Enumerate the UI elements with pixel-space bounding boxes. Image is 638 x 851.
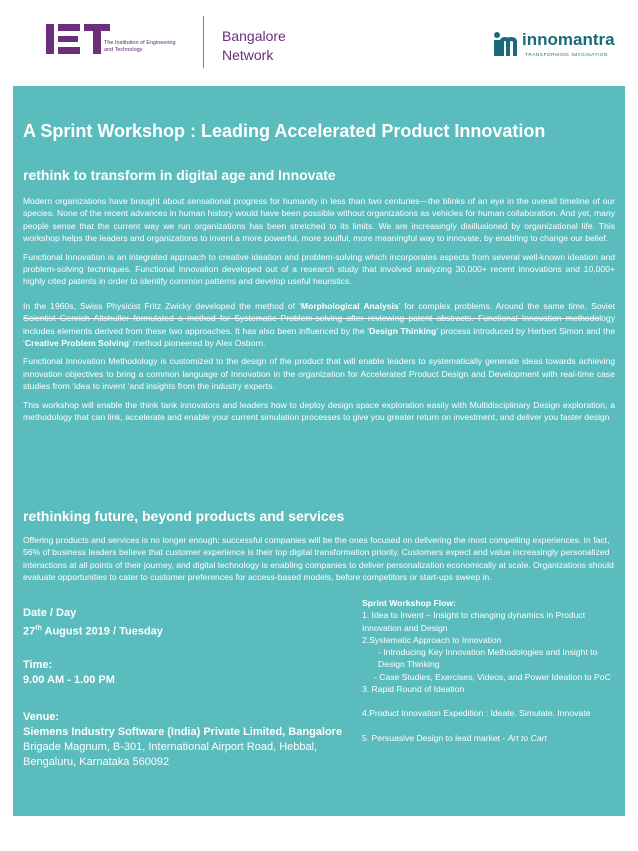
flow-item: 2.Systematic Approach to Innovation xyxy=(362,634,502,645)
innomantra-logo-icon xyxy=(493,31,519,57)
date-value xyxy=(23,621,353,640)
section-rethink xyxy=(23,166,615,184)
text: ’ process introduced by Herbert Simon and the ‘ xyxy=(23,325,616,349)
workshop-flow xyxy=(362,597,612,744)
text: 5. Persuasive Design to lead market - xyxy=(362,732,508,743)
time-label: Time: xyxy=(23,658,53,671)
flow-subitem: - Introducing Key Innovation Methodologies and Insight to Design Thinking xyxy=(378,647,598,670)
text: logy includes elements derived from these two approaches. It has also been influenced by the ‘ xyxy=(23,313,615,336)
partner-tagline: TRANSFORMING IMAGINATION xyxy=(525,52,608,57)
time-value: 9.00 AM - 1.00 PM xyxy=(23,673,115,686)
struck-text: Scientist Genrich Altshuller formulated a method for Systematic Problem-solving after reviewing patent abstracts. Functional Innovation methodo xyxy=(23,313,600,324)
date-label: Date / Day xyxy=(23,607,77,619)
text: In the 1960s, Swiss Physicist Fritz Zwicky developed the method of ‘ xyxy=(23,300,301,311)
page-title: A Sprint Workshop : Leading Accelerated Product Innovation xyxy=(23,121,546,141)
section1-body xyxy=(23,195,615,424)
venue-name: Siemens Industry Software (India) Private Limited, Bangalore xyxy=(23,725,343,738)
section-heading: rethinking future, beyond products and services xyxy=(23,508,345,524)
paragraph: This workshop will enable the think tank innovators and leaders how to deploy design space exploration easily with Multidisciplinary Design exploration, a methodology that can link, accelerate and enable your current simulation processes to give you greater return on investment, and deliver you faster design xyxy=(23,399,615,423)
section-future xyxy=(23,507,615,525)
venue-label: Venue: xyxy=(23,710,60,723)
paragraph: Offering products and services is no longer enough: successful companies will be the ones focused on delivering the most compelling experiences. In fact, 56% of business leaders believe that customer experience is their top digital transformation priority. Customers expect and value increasingly personalized interactions at all points of their journey, and digital technology is enabling companies to deliver personalization economically at scale. Organizations should evaluate opportunities to cater to customer preferences for access-based models, before competitors or start-ups sweep in. xyxy=(23,535,614,583)
date-day: 27 xyxy=(23,625,36,638)
text: ’ for complex problems. Around the same time, Soviet xyxy=(398,300,615,311)
header-divider xyxy=(203,16,204,68)
header xyxy=(0,0,638,86)
paragraph: Functional Innovation Methodology is customized to the design of the product that will enable leaders to systematically generate ideas towards achieving innovation objectives to bring a common language of Innovation in the organization for Accelerated Product Design and Development with real-time case studies from ‘idea to invent ‘and insights from the industry experts. xyxy=(23,356,615,392)
bold-text: Morphological Analysis xyxy=(300,300,399,311)
flow-item xyxy=(362,732,612,744)
flow-item: 1. Idea to Invent – Insight to changing dynamics in Product Innovation and Design xyxy=(362,610,586,633)
italic-text: Art to Cart xyxy=(507,732,547,743)
venue-address: Brigade Magnum, B-301, International Airport Road, Hebbal, Bengaluru, Karnataka 560092 xyxy=(23,740,318,768)
bold-text: Creative Problem Solving xyxy=(24,338,130,349)
section-heading: rethink to transform in digital age and Innovate xyxy=(23,167,336,183)
event-details xyxy=(23,606,353,770)
flow-subitem: - Case Studies, Exercises, Videos, and Power Ideation to PoC xyxy=(374,671,611,682)
flow-item: 4.Product Innovation Expedition : Ideate. Simulate. Innovate xyxy=(362,708,591,719)
date-suffix: th xyxy=(35,625,42,632)
iet-org-name: The Institution of Engineering and Technology xyxy=(104,40,176,53)
title-block xyxy=(23,120,615,142)
network-name: Bangalore Network xyxy=(222,28,286,63)
flow-item: 3. Rapid Round of Ideation xyxy=(362,684,465,695)
flow-heading: Sprint Workshop Flow: xyxy=(362,598,456,608)
section2-body xyxy=(23,534,615,584)
bold-text: Design Thinking xyxy=(369,325,437,336)
paragraph: Modern organizations have brought about sensational progress for humanity in less than two centuries—the blinks of an eye in the overall timeline of our species. None of the recent advances in human history would have been possible without organizations as vehicles for human collaboration. And yet, many people sense that the current way we run organizations has been stretched to its limits. We are increasingly disillusioned by organizational life. This workshop helps the leaders and organizations to invent a more powerful, more soulful, more meaningful way to innovate, by enabling to change our belief. xyxy=(23,196,615,244)
partner-name: innomantra xyxy=(522,30,615,49)
date-text: August 2019 / Tuesday xyxy=(41,625,163,638)
text: ’ method pioneered by Alex Osborn. xyxy=(129,338,266,349)
paragraph: Functional Innovation is an integrated approach to creative ideation and problem-solving which incorporates aspects from several well-known ideation and problem-solving techniques. Functional Innovation developed out of a research study that involved analyzing 30,000+ recent innovations and 10,000+ highly cited patents in order to identify common patterns and develop useful heuristics. xyxy=(23,251,615,287)
paragraph-methods xyxy=(23,300,615,350)
